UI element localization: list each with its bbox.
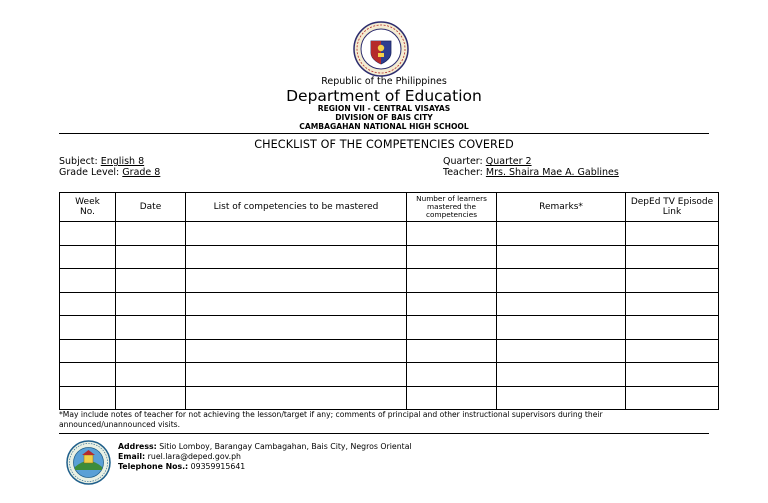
table-cell[interactable] xyxy=(407,222,497,246)
table-row xyxy=(60,245,719,269)
table-row xyxy=(60,386,719,410)
table-cell[interactable] xyxy=(626,386,719,410)
table-cell[interactable] xyxy=(626,316,719,340)
column-header-week: Week No. xyxy=(60,193,116,222)
address-line: Address: Sitio Lomboy, Barangay Cambagahan, Bais City, Negros Oriental xyxy=(118,442,412,451)
subject-label: Subject: xyxy=(59,156,98,167)
table-row xyxy=(60,339,719,363)
table-row xyxy=(60,292,719,316)
table-row xyxy=(60,363,719,387)
division-logo xyxy=(66,440,111,485)
table-cell[interactable] xyxy=(60,363,116,387)
table-cell[interactable] xyxy=(497,292,626,316)
division-text: DIVISION OF BAIS CITY xyxy=(335,113,433,122)
email-line: Email: ruel.lara@deped.gov.ph xyxy=(118,452,242,461)
table-cell[interactable] xyxy=(116,316,186,340)
teacher-field xyxy=(443,167,619,178)
quarter-field xyxy=(443,156,532,167)
table-cell[interactable] xyxy=(60,245,116,269)
table-cell[interactable] xyxy=(186,292,407,316)
region-text: REGION VII - CENTRAL VISAYAS xyxy=(317,104,451,113)
grade-level-label: Grade Level: xyxy=(59,167,120,178)
table-cell[interactable] xyxy=(497,339,626,363)
footer-divider xyxy=(59,433,709,434)
department-title: Department of Education xyxy=(286,87,482,105)
table-cell[interactable] xyxy=(407,363,497,387)
teacher-value: Mrs. Shaira Mae A. Gablines xyxy=(485,167,619,178)
header-divider xyxy=(59,133,709,134)
table-cell[interactable] xyxy=(60,269,116,293)
table-cell[interactable] xyxy=(497,245,626,269)
grade-level-field xyxy=(59,167,160,178)
table-cell[interactable] xyxy=(186,245,407,269)
column-header-learners-mastered: Number of learners mastered the competencies xyxy=(407,193,497,222)
subject-field xyxy=(59,156,144,167)
table-cell[interactable] xyxy=(116,245,186,269)
table-cell[interactable] xyxy=(116,386,186,410)
table-cell[interactable] xyxy=(60,292,116,316)
document-title: CHECKLIST OF THE COMPETENCIES COVERED xyxy=(254,138,514,151)
table-cell[interactable] xyxy=(626,363,719,387)
table-cell[interactable] xyxy=(497,363,626,387)
table-row xyxy=(60,222,719,246)
table-cell[interactable] xyxy=(186,269,407,293)
footnote-line: *May include notes of teacher for not achieving the lesson/target if any; comments of principal and other instructional supervisors during their xyxy=(59,410,603,419)
table-cell[interactable] xyxy=(626,245,719,269)
quarter-value: Quarter 2 xyxy=(485,156,532,167)
contact-block xyxy=(118,442,412,472)
table-cell[interactable] xyxy=(116,339,186,363)
table-row xyxy=(60,269,719,293)
table-cell[interactable] xyxy=(626,222,719,246)
table-cell[interactable] xyxy=(60,386,116,410)
table-cell[interactable] xyxy=(116,363,186,387)
table-cell[interactable] xyxy=(407,269,497,293)
competencies-table xyxy=(59,192,719,410)
school-name: CAMBAGAHAN NATIONAL HIGH SCHOOL xyxy=(299,122,469,131)
footnote-line: announced/unannounced visits. xyxy=(59,420,181,429)
column-header-date: Date xyxy=(116,193,186,222)
column-header-deped-tv-link: DepEd TV Episode Link xyxy=(626,193,719,222)
grade-level-value: Grade 8 xyxy=(122,167,161,178)
table-cell[interactable] xyxy=(186,386,407,410)
table-cell[interactable] xyxy=(497,222,626,246)
table-cell[interactable] xyxy=(407,292,497,316)
table-cell[interactable] xyxy=(60,339,116,363)
table-cell[interactable] xyxy=(407,245,497,269)
republic-text: Republic of the Philippines xyxy=(321,76,447,87)
table-cell[interactable] xyxy=(60,316,116,340)
teacher-label: Teacher: xyxy=(443,167,483,178)
email-link[interactable]: ruel.lara@deped.gov.ph xyxy=(147,452,242,461)
column-header-remarks: Remarks* xyxy=(497,193,626,222)
table-row xyxy=(60,316,719,340)
table-cell[interactable] xyxy=(626,292,719,316)
telephone-line: Telephone Nos.: 09359915641 xyxy=(118,462,246,471)
table-header-row xyxy=(60,193,719,222)
table-cell[interactable] xyxy=(626,339,719,363)
table-cell[interactable] xyxy=(186,339,407,363)
table-cell[interactable] xyxy=(186,316,407,340)
table-cell[interactable] xyxy=(497,316,626,340)
table-cell[interactable] xyxy=(116,292,186,316)
footnote xyxy=(59,410,709,430)
table-cell[interactable] xyxy=(407,386,497,410)
deped-seal-logo xyxy=(353,21,409,77)
quarter-label: Quarter: xyxy=(443,156,483,167)
table-cell[interactable] xyxy=(60,222,116,246)
column-header-competencies: List of competencies to be mastered xyxy=(186,193,407,222)
table-cell[interactable] xyxy=(497,269,626,293)
subject-value: English 8 xyxy=(100,156,145,167)
table-cell[interactable] xyxy=(116,269,186,293)
table-cell[interactable] xyxy=(116,222,186,246)
table-cell[interactable] xyxy=(407,316,497,340)
table-cell[interactable] xyxy=(497,386,626,410)
table-cell[interactable] xyxy=(186,222,407,246)
table-cell[interactable] xyxy=(186,363,407,387)
table-cell[interactable] xyxy=(407,339,497,363)
table-cell[interactable] xyxy=(626,269,719,293)
